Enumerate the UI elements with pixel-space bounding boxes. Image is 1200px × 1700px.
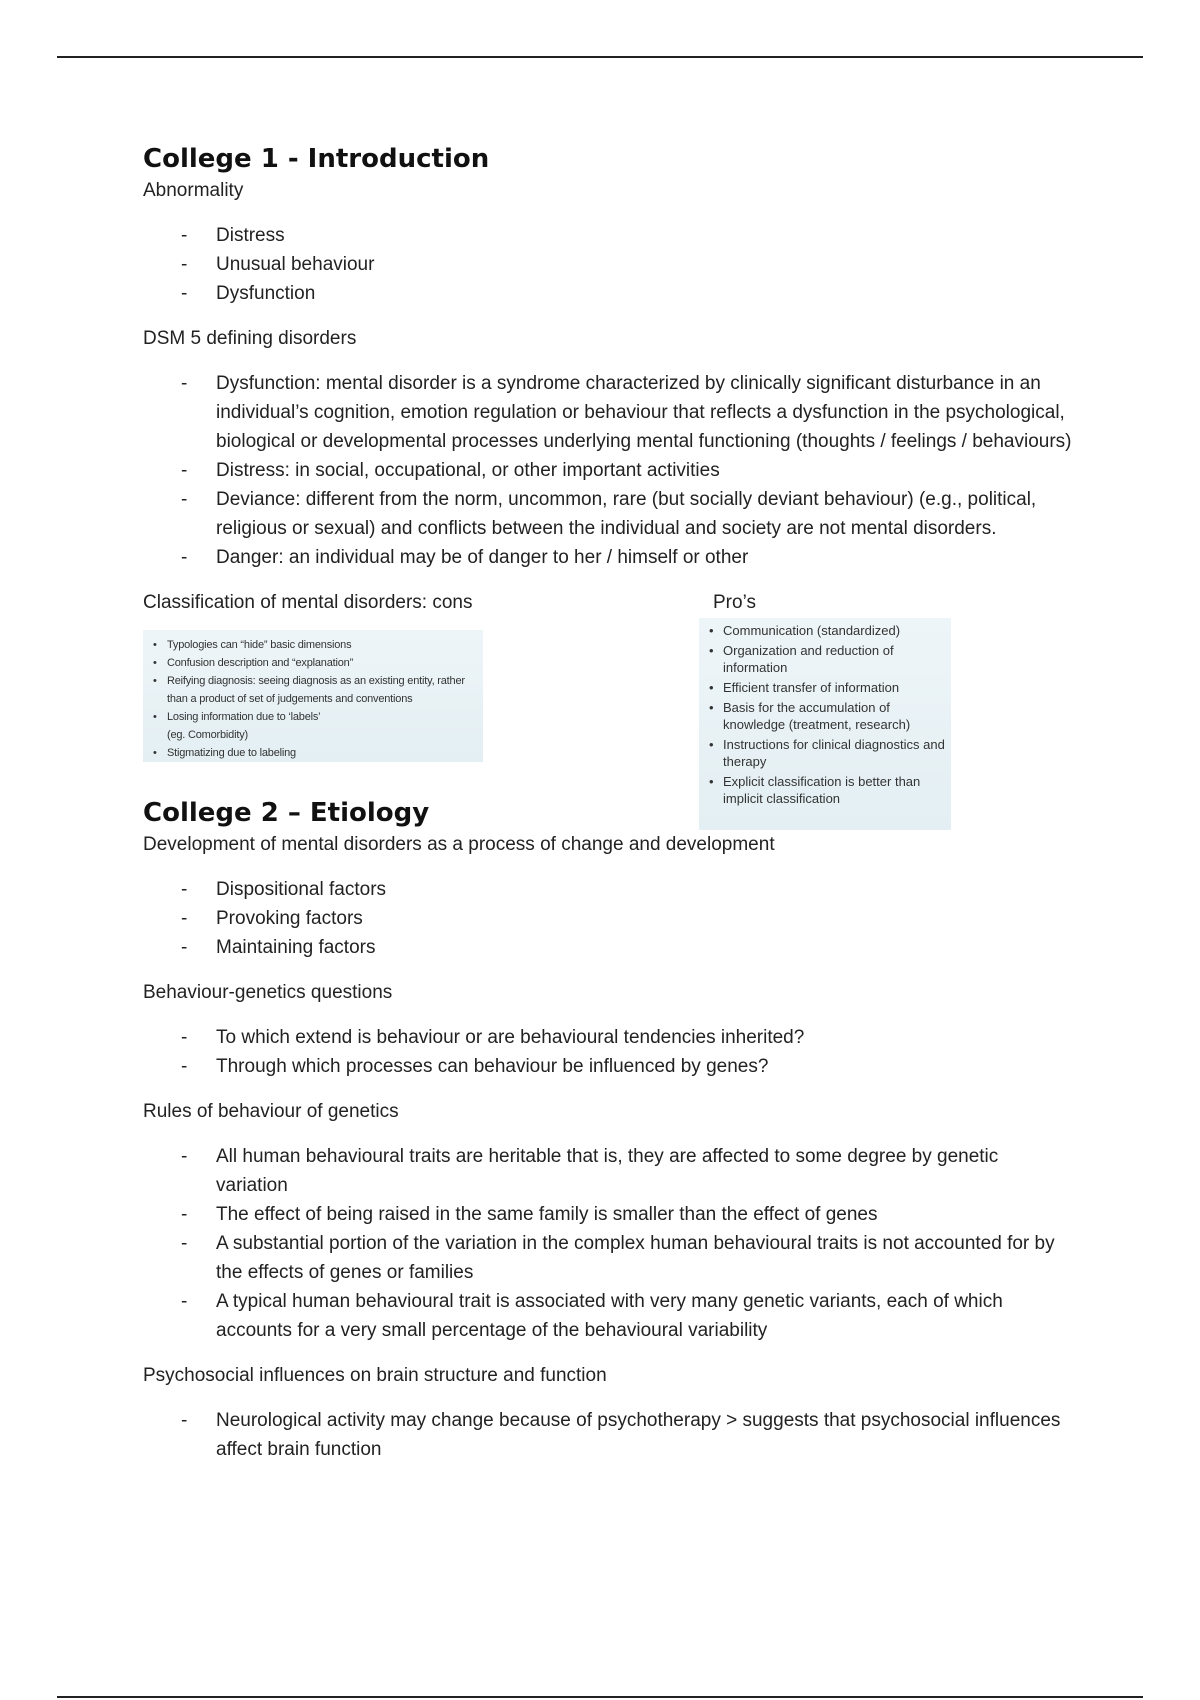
list-item: - Danger: an individual may be of danger to her / himself or other bbox=[143, 543, 1073, 572]
header-rule bbox=[57, 56, 1143, 58]
cons-item: • Reifying diagnosis: seeing diagnosis as an existing entity, rather than a product of set of judgements and conventions bbox=[149, 672, 483, 708]
list-item: - A typical human behavioural trait is associated with very many genetic variants, each of which accounts for a very small percentage of the behavioural variability bbox=[143, 1287, 1073, 1345]
list-item: - Dispositional factors bbox=[143, 875, 1073, 904]
pros-item: • Explicit classification is better than implicit classification bbox=[705, 773, 945, 807]
pros-item: • Basis for the accumulation of knowledge (treatment, research) bbox=[705, 699, 945, 733]
abnormality-list bbox=[143, 221, 1073, 308]
pros-item: • Efficient transfer of information bbox=[705, 679, 945, 696]
psychosocial-list bbox=[143, 1406, 1073, 1464]
cons-item: • Stigmatizing due to labeling bbox=[149, 744, 483, 762]
document-body bbox=[143, 142, 1073, 1480]
list-item: - Unusual behaviour bbox=[143, 250, 1073, 279]
pros-item: • Organization and reduction of information bbox=[705, 642, 945, 676]
pros-item: • Instructions for clinical diagnostics and therapy bbox=[705, 736, 945, 770]
college2-title: College 2 – Etiology bbox=[143, 798, 430, 828]
list-item: - Dysfunction bbox=[143, 279, 1073, 308]
cons-item: • Typologies can “hide” basic dimensions bbox=[149, 636, 483, 654]
classification-section bbox=[143, 588, 1073, 824]
list-item: - Neurological activity may change because of psychotherapy > suggests that psychosocial influences affect brain function bbox=[143, 1406, 1073, 1464]
rules-list bbox=[143, 1142, 1073, 1345]
cons-item: (eg. Comorbidity) bbox=[167, 729, 248, 741]
list-item: - Distress: in social, occupational, or other important activities bbox=[143, 456, 1073, 485]
psychosocial-heading: Psychosocial influences on brain structure and function bbox=[143, 1365, 607, 1386]
cons-item: • Confusion description and “explanation” bbox=[149, 654, 483, 672]
list-item: - Deviance: different from the norm, uncommon, rare (but socially deviant behaviour) (e.g., political, religious or sexual) and conflicts between the individual and society are not mental disorders. bbox=[143, 485, 1073, 543]
college1-title: College 1 - Introduction bbox=[143, 144, 490, 174]
list-item: - Provoking factors bbox=[143, 904, 1073, 933]
cons-heading: Classification of mental disorders: cons bbox=[143, 592, 473, 613]
list-item: - A substantial portion of the variation in the complex human behavioural traits is not accounted for by the effects of genes or families bbox=[143, 1229, 1073, 1287]
list-item: - Through which processes can behaviour be influenced by genes? bbox=[143, 1052, 1073, 1081]
list-item: - To which extend is behaviour or are behavioural tendencies inherited? bbox=[143, 1023, 1073, 1052]
cons-slide-image bbox=[143, 630, 483, 762]
footer-rule bbox=[57, 1696, 1143, 1698]
pros-heading: Pro’s bbox=[713, 592, 756, 613]
dsm-heading: DSM 5 defining disorders bbox=[143, 328, 357, 349]
abnormality-heading: Abnormality bbox=[143, 180, 244, 201]
cons-item: • Losing information due to ‘labels’ bbox=[149, 708, 483, 726]
dsm-list bbox=[143, 369, 1073, 572]
development-heading: Development of mental disorders as a process of change and development bbox=[143, 834, 775, 855]
genetics-questions-heading: Behaviour-genetics questions bbox=[143, 982, 393, 1003]
list-item: - All human behavioural traits are heritable that is, they are affected to some degree by genetic variation bbox=[143, 1142, 1073, 1200]
pros-slide-image bbox=[699, 618, 951, 830]
list-item: - Dysfunction: mental disorder is a syndrome characterized by clinically significant disturbance in an individual’s cognition, emotion regulation or behaviour that reflects a dysfunction in the psychological, biological or developmental processes underlying mental functioning (thoughts / feelings / behaviours) bbox=[143, 369, 1073, 456]
list-item: - Maintaining factors bbox=[143, 933, 1073, 962]
genetics-questions-list bbox=[143, 1023, 1073, 1081]
rules-heading: Rules of behaviour of genetics bbox=[143, 1101, 399, 1122]
development-list bbox=[143, 875, 1073, 962]
list-item: - Distress bbox=[143, 221, 1073, 250]
pros-item: • Communication (standardized) bbox=[705, 622, 945, 639]
list-item: - The effect of being raised in the same family is smaller than the effect of genes bbox=[143, 1200, 1073, 1229]
